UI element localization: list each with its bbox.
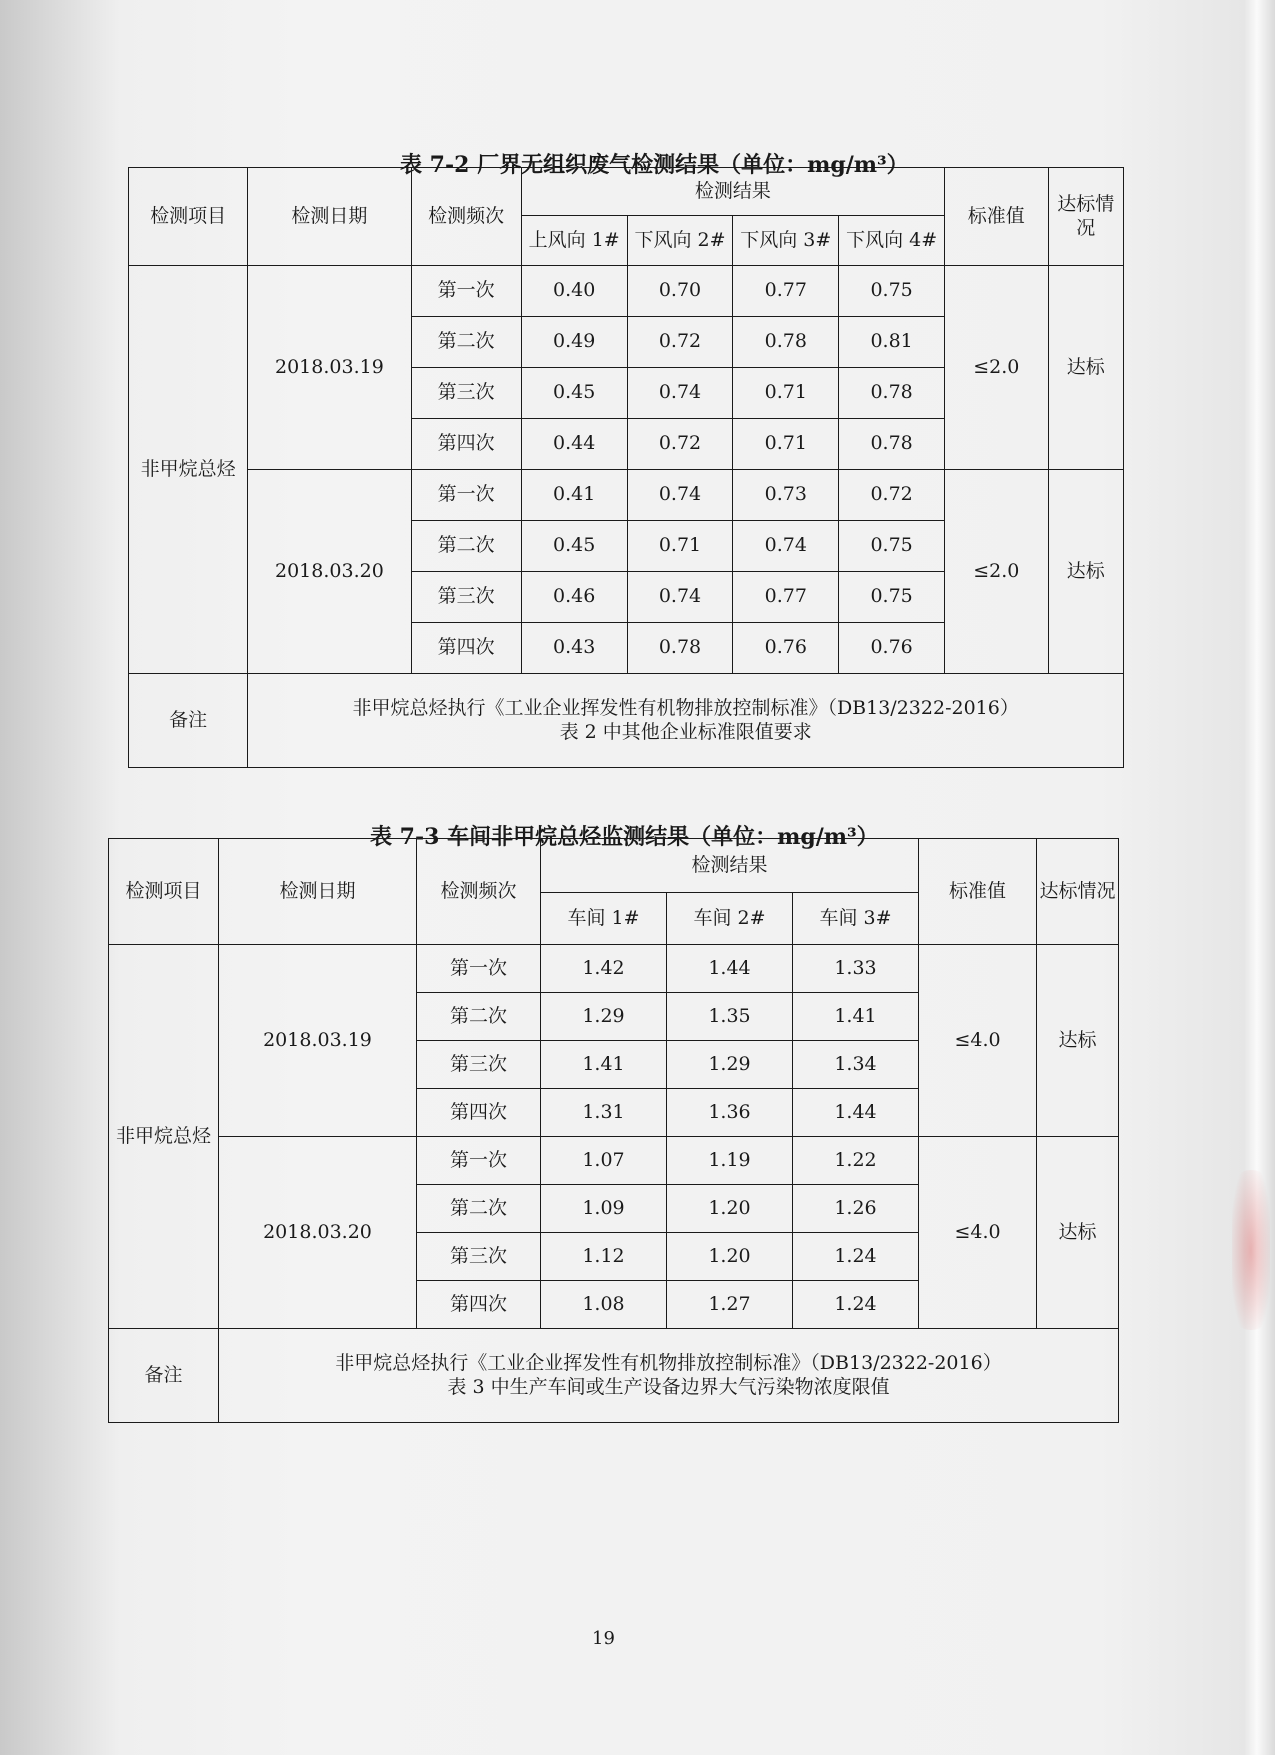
value-cell: 1.20 [667,1233,793,1281]
item-name: 非甲烷总烃 [109,945,219,1329]
value-cell: 0.74 [627,572,733,623]
value-cell: 1.20 [667,1185,793,1233]
freq-cell: 第二次 [417,993,541,1041]
header-status: 达标情况 [1037,839,1119,945]
remark-line: 非甲烷总烃执行《工业企业挥发性有机物排放控制标准》（DB13/2322-2016） [335,1351,1002,1374]
value-cell: 1.41 [793,993,919,1041]
value-cell: 0.72 [627,317,733,368]
remark-label: 备注 [109,1329,219,1423]
value-cell: 0.49 [521,317,627,368]
value-cell: 1.44 [667,945,793,993]
header-item: 检测项目 [129,168,248,266]
freq-cell: 第二次 [411,317,521,368]
value-cell: 0.71 [733,368,839,419]
value-cell: 0.75 [839,572,945,623]
subheader: 下风向 3# [733,216,839,266]
freq-cell: 第三次 [417,1233,541,1281]
value-cell: 0.41 [521,470,627,521]
freq-cell: 第一次 [411,266,521,317]
group-date: 2018.03.19 [219,945,417,1137]
value-cell: 1.27 [667,1281,793,1329]
freq-cell: 第三次 [417,1041,541,1089]
header-results: 检测结果 [521,168,944,216]
status-value: 达标 [1037,945,1119,1137]
value-cell: 1.31 [541,1089,667,1137]
standard-value: ≤2.0 [945,470,1049,674]
header-date: 检测日期 [219,839,417,945]
page-number: 19 [592,1628,615,1649]
status-value: 达标 [1048,266,1123,470]
value-cell: 0.77 [733,266,839,317]
freq-cell: 第一次 [417,1137,541,1185]
value-cell: 0.74 [733,521,839,572]
value-cell: 0.76 [733,623,839,674]
freq-cell: 第二次 [417,1185,541,1233]
item-name: 非甲烷总烃 [129,266,248,674]
freq-cell: 第一次 [417,945,541,993]
value-cell: 0.44 [521,419,627,470]
remark-label: 备注 [129,674,248,768]
freq-cell: 第四次 [417,1281,541,1329]
header-standard: 标准值 [919,839,1037,945]
value-cell: 1.29 [541,993,667,1041]
freq-cell: 第四次 [417,1089,541,1137]
value-cell: 1.34 [793,1041,919,1089]
header-date: 检测日期 [248,168,411,266]
value-cell: 1.09 [541,1185,667,1233]
value-cell: 0.75 [839,266,945,317]
freq-cell: 第四次 [411,419,521,470]
standard-value: ≤2.0 [945,266,1049,470]
value-cell: 1.44 [793,1089,919,1137]
remark-line: 非甲烷总烃执行《工业企业挥发性有机物排放控制标准》（DB13/2322-2016） [352,696,1019,719]
value-cell: 0.74 [627,368,733,419]
page-edge [1245,0,1275,1755]
value-cell: 0.73 [733,470,839,521]
value-cell: 1.22 [793,1137,919,1185]
value-cell: 0.71 [733,419,839,470]
value-cell: 1.26 [793,1185,919,1233]
value-cell: 0.77 [733,572,839,623]
group-date: 2018.03.20 [248,470,411,674]
value-cell: 1.35 [667,993,793,1041]
value-cell: 1.33 [793,945,919,993]
value-cell: 0.74 [627,470,733,521]
value-cell: 1.12 [541,1233,667,1281]
header-item: 检测项目 [109,839,219,945]
value-cell: 0.45 [521,368,627,419]
remark-text [219,1329,1119,1423]
value-cell: 1.24 [793,1281,919,1329]
value-cell: 1.24 [793,1233,919,1281]
value-cell: 1.42 [541,945,667,993]
header-freq: 检测频次 [417,839,541,945]
freq-cell: 第三次 [411,368,521,419]
subheader: 下风向 2# [627,216,733,266]
header-status: 达标情况 [1048,168,1123,266]
value-cell: 0.78 [839,368,945,419]
standard-value: ≤4.0 [919,945,1037,1137]
value-cell: 1.36 [667,1089,793,1137]
value-cell: 0.45 [521,521,627,572]
remark-line: 表 3 中生产车间或生产设备边界大气污染物浓度限值 [447,1375,890,1398]
subheader: 上风向 1# [521,216,627,266]
value-cell: 1.19 [667,1137,793,1185]
header-results: 检测结果 [541,839,919,893]
value-cell: 1.08 [541,1281,667,1329]
subheader: 车间 3# [793,893,919,945]
value-cell: 0.72 [839,470,945,521]
value-cell: 0.71 [627,521,733,572]
value-cell: 0.72 [627,419,733,470]
remark-text [248,674,1124,768]
table-7-2 [128,167,1124,768]
group-date: 2018.03.20 [219,1137,417,1329]
value-cell: 1.29 [667,1041,793,1089]
value-cell: 0.75 [839,521,945,572]
header-freq: 检测频次 [411,168,521,266]
status-value: 达标 [1037,1137,1119,1329]
subheader: 下风向 4# [839,216,945,266]
value-cell: 1.07 [541,1137,667,1185]
red-seal-stamp [1232,1170,1270,1330]
status-value: 达标 [1048,470,1123,674]
table-7-3-caption: 表 7-3 车间非甲烷总烃监测结果（单位：mg/m³） [370,824,879,850]
value-cell: 0.40 [521,266,627,317]
subheader: 车间 1# [541,893,667,945]
freq-cell: 第一次 [411,470,521,521]
value-cell: 1.41 [541,1041,667,1089]
value-cell: 0.78 [733,317,839,368]
subheader: 车间 2# [667,893,793,945]
header-standard: 标准值 [945,168,1049,266]
value-cell: 0.78 [627,623,733,674]
freq-cell: 第四次 [411,623,521,674]
group-date: 2018.03.19 [248,266,411,470]
freq-cell: 第三次 [411,572,521,623]
value-cell: 0.43 [521,623,627,674]
value-cell: 0.70 [627,266,733,317]
standard-value: ≤4.0 [919,1137,1037,1329]
freq-cell: 第二次 [411,521,521,572]
table-7-3 [108,838,1119,1423]
value-cell: 0.81 [839,317,945,368]
value-cell: 0.78 [839,419,945,470]
remark-line: 表 2 中其他企业标准限值要求 [559,720,812,743]
value-cell: 0.46 [521,572,627,623]
value-cell: 0.76 [839,623,945,674]
table-7-2-caption: 表 7-2 厂界无组织废气检测结果（单位：mg/m³） [400,152,909,178]
